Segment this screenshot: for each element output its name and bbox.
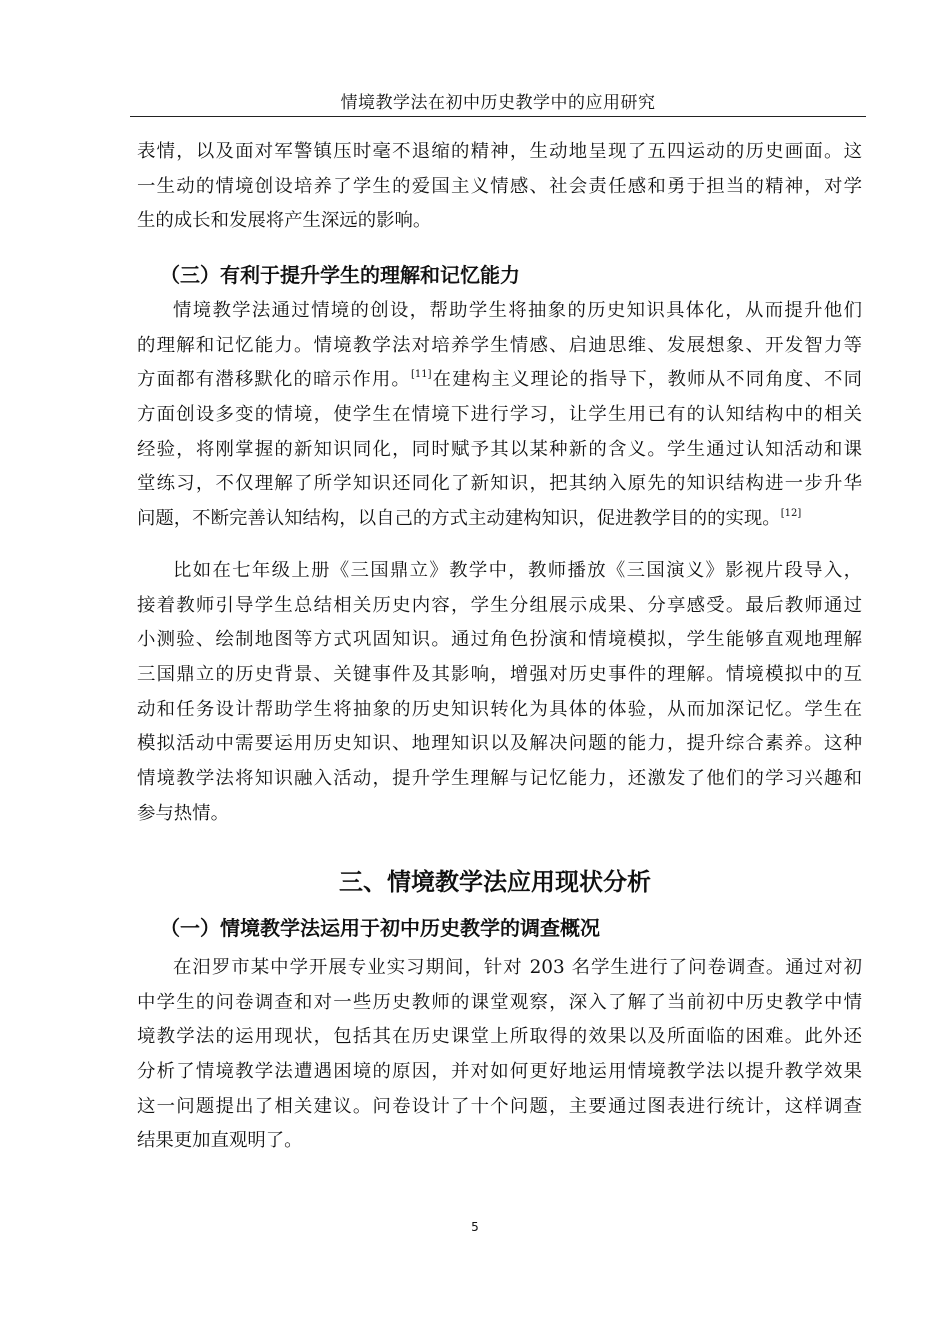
section3-paragraph-1 (137, 294, 862, 537)
citation-12: [12] (780, 508, 802, 520)
text-line: 中学生的问卷调查和对一些历史教师的课堂观察，深入了解了当前初中历史教学中情 (137, 991, 862, 1013)
text-line: 小测验、绘制地图等方式巩固知识。通过角色扮演和情境模拟，学生能够直观地理解 (137, 629, 862, 651)
text-line: 参与热情。 (137, 802, 229, 824)
section3-paragraph-2 (137, 554, 862, 832)
subsection-heading-1: （一）情境教学法运用于初中历史教学的调查概况 (160, 916, 600, 940)
running-header: 情境教学法在初中历史教学中的应用研究 (340, 93, 656, 113)
text-line: 比如在七年级上册《三国鼎立》教学中，教师播放《三国演义》影视片段导入， (173, 560, 862, 581)
text-line: 动和任务设计帮助学生将抽象的历史知识转化为具体的体验，从而加深记忆。学生在 (137, 698, 862, 720)
text-line: 分析了情境教学法遭遇困境的原因，并对如何更好地运用情境教学法以提升教学效果 (137, 1061, 862, 1083)
text-line: 经验，将刚掌握的新知识同化，同时赋予其以某种新的含义。学生通过认知活动和课 (137, 438, 862, 460)
text-line: 情境教学法将知识融入活动，提升学生理解与记忆能力，还激发了他们的学习兴趣和 (137, 768, 862, 790)
text-line: 这一问题提出了相关建议。问卷设计了十个问题，主要通过图表进行统计，这样调查 (137, 1095, 862, 1117)
page-number: 5 (471, 1220, 479, 1234)
text-line: 一生动的情境创设培养了学生的爱国主义情感、社会责任感和勇于担当的精神，对学 (137, 175, 862, 197)
text-line (137, 502, 862, 537)
citation-11: [11] (410, 369, 432, 381)
text-line: 方面创设多变的情境，使学生在情境下进行学习，让学生用已有的认知结构中的相关 (137, 404, 862, 426)
text-fragment: 方面都有潜移默化的暗示作用。 (137, 369, 411, 391)
text-line: 生的成长和发展将产生深远的影响。 (137, 210, 432, 232)
text-line: 表情，以及面对军警镇压时毫不退缩的精神，生动地呈现了五四运动的历史画面。这 (137, 141, 862, 162)
text-line: 模拟活动中需要运用历史知识、地理知识以及解决问题的能力，提升综合素养。这种 (137, 733, 862, 755)
text-line: 接着教师引导学生总结相关历史内容，学生分组展示成果、分享感受。最后教师通过 (137, 594, 862, 616)
header-rule (130, 116, 866, 117)
text-line: 情境教学法通过情境的创设，帮助学生将抽象的历史知识具体化，从而提升他们 (173, 300, 862, 321)
text-fragment: 问题，不断完善认知结构，以自己的方式主动建构知识，促进教学目的的实现。 (137, 508, 781, 530)
text-line: 结果更加直观明了。 (137, 1130, 303, 1152)
text-line: 三国鼎立的历史背景、关键事件及其影响，增强对历史事件的理解。情境模拟中的互 (137, 664, 862, 686)
chapter3-sub1-paragraph (137, 951, 862, 1159)
text-line: 堂练习，不仅理解了所学知识还同化了新知识，把其纳入原先的知识结构进一步升华 (137, 473, 862, 495)
text-line: 境教学法的运用现状，包括其在历史课堂上所取得的效果以及所面临的困难。此外还 (137, 1026, 862, 1048)
text-line: 在汨罗市某中学开展专业实习期间，针对 203 名学生进行了问卷调查。通过对初 (173, 957, 862, 978)
text-line (137, 363, 862, 398)
section-heading-3: （三）有利于提升学生的理解和记忆能力 (160, 263, 520, 287)
text-line: 的理解和记忆能力。情境教学法对培养学生情感、启迪思维、发展想象、开发智力等 (137, 334, 862, 356)
text-fragment: 在建构主义理论的指导下，教师从不同角度、不同 (431, 369, 862, 391)
chapter-heading: 三、情境教学法应用现状分析 (339, 868, 651, 896)
intro-paragraph (137, 135, 862, 239)
